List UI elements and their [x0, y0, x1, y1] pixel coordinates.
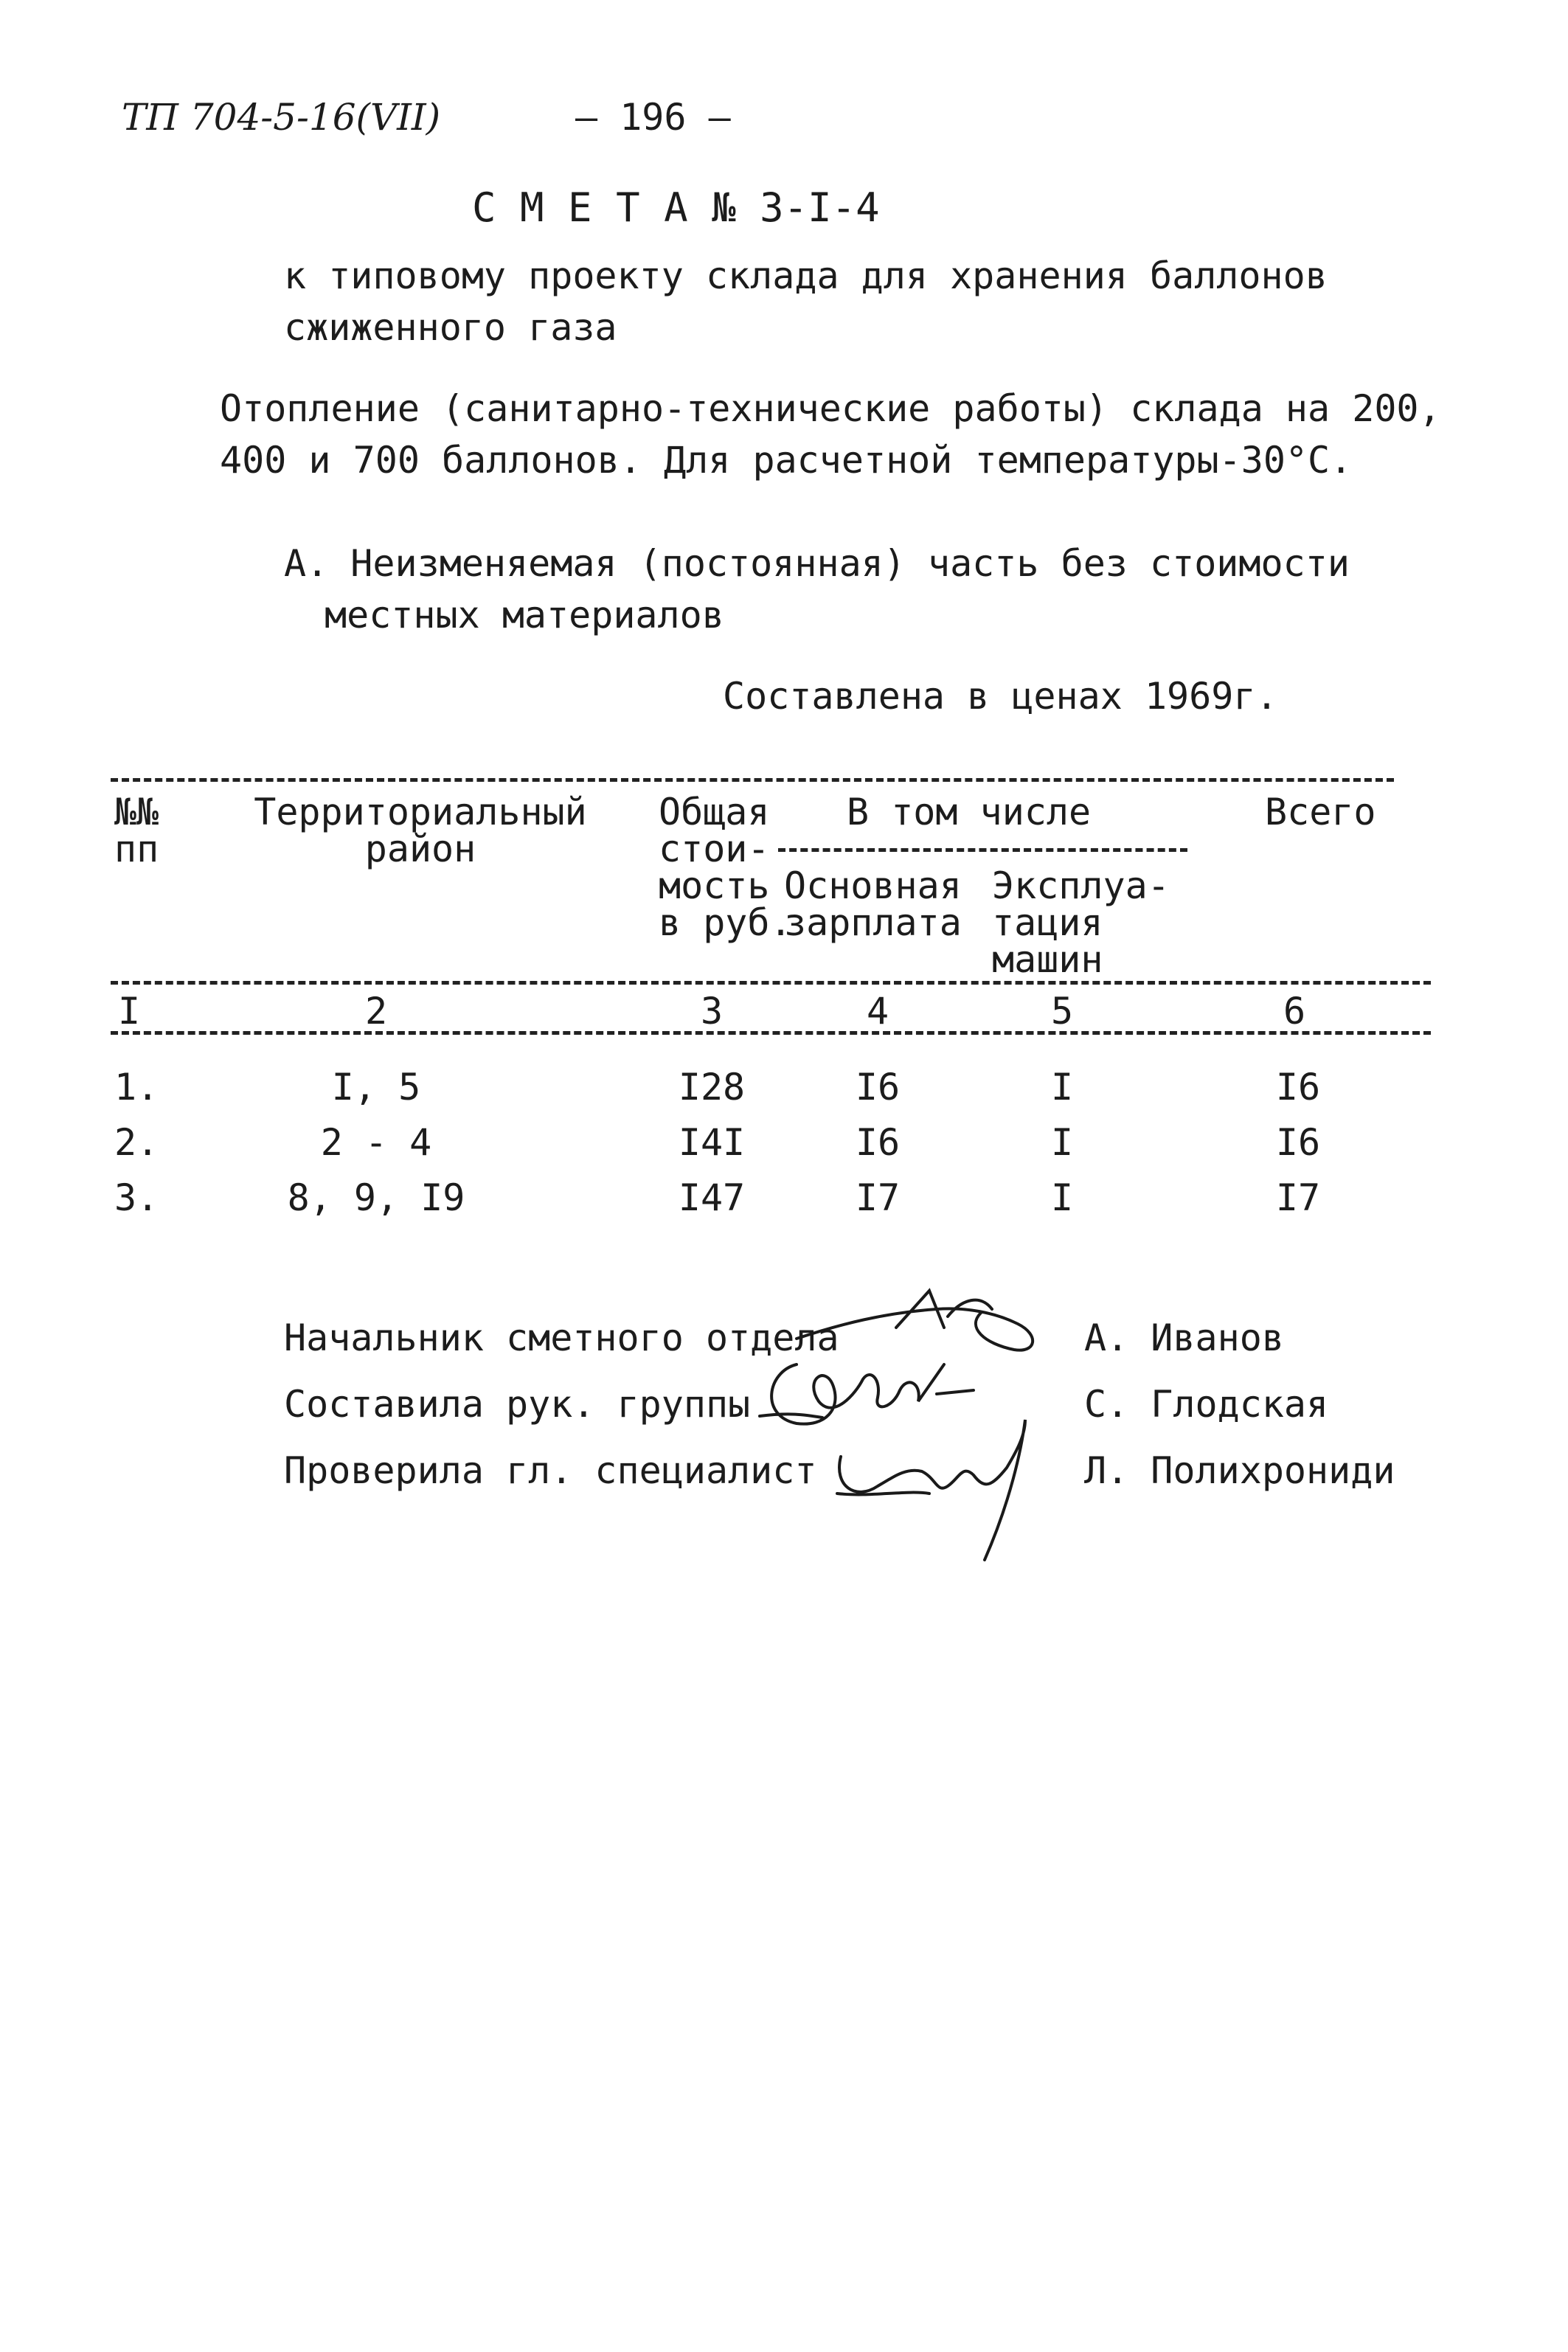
header-including-rule — [778, 848, 1187, 852]
row-machines: I — [1050, 1066, 1074, 1109]
header-machines-3: машин — [992, 938, 1103, 981]
row-machines: I — [1050, 1176, 1074, 1219]
header-total-cost-1: Общая — [659, 791, 770, 833]
signature-role-3: Проверила гл. специалист — [284, 1449, 817, 1492]
row-salary: I7 — [855, 1176, 901, 1219]
row-machines: I — [1050, 1121, 1074, 1164]
header-region-2: район — [364, 828, 476, 870]
signature-polikhronidi-icon — [826, 1405, 1040, 1567]
signature-role-1: Начальник сметного отдела — [284, 1317, 839, 1359]
prices-note: Составлена в ценах 1969г. — [723, 675, 1278, 718]
column-number-4: 4 — [866, 990, 889, 1033]
description-line-1: Отопление (санитарно-технические работы) склада на 200, — [220, 387, 1441, 430]
header-num-1: №№ — [114, 791, 159, 833]
row-region: 2 - 4 — [320, 1121, 432, 1164]
subtitle-line-1: к типовому проекту склада для хранения баллонов — [284, 254, 1328, 297]
table-top-rule — [111, 778, 1394, 782]
header-machines-2: тация — [992, 901, 1103, 944]
signature-name-2: С. Глодская — [1084, 1383, 1329, 1426]
row-region: 8, 9, I9 — [287, 1176, 465, 1219]
column-number-6: 6 — [1283, 990, 1306, 1033]
signature-role-2: Составила рук. группы — [284, 1383, 751, 1426]
header-bottom-rule — [111, 981, 1431, 985]
header-num-2: пп — [114, 828, 159, 870]
row-region: I, 5 — [331, 1066, 421, 1109]
part-line-1: А. Неизменяемая (постоянная) часть без стоимости — [284, 542, 1350, 585]
header-including: В том числе — [847, 791, 1092, 833]
row-total: I6 — [1275, 1066, 1321, 1109]
row-total: I7 — [1275, 1176, 1321, 1219]
row-total: I6 — [1275, 1121, 1321, 1164]
header-total: Всего — [1265, 791, 1376, 833]
signature-name-3: Л. Полихрониди — [1084, 1449, 1395, 1492]
page-number: – 196 – — [575, 96, 731, 139]
column-number-1: I — [117, 990, 141, 1033]
row-salary: I6 — [855, 1066, 901, 1109]
handwritten-project-code: ТП 704-5-16(VII) — [122, 96, 441, 139]
header-total-cost-4: в руб. — [659, 901, 792, 944]
header-salary-2: зарплата — [784, 901, 962, 944]
row-total-cost: I47 — [678, 1176, 746, 1219]
signature-name-1: А. Иванов — [1084, 1317, 1284, 1359]
column-numbers-rule — [111, 1031, 1431, 1035]
part-line-2: местных материалов — [325, 594, 724, 636]
column-number-5: 5 — [1050, 990, 1074, 1033]
description-line-2: 400 и 700 баллонов. Для расчетной температуры-30°С. — [220, 439, 1353, 482]
subtitle-line-2: сжиженного газа — [284, 306, 617, 349]
row-total-cost: I28 — [678, 1066, 746, 1109]
header-total-cost-3: мость — [659, 864, 770, 907]
column-number-2: 2 — [364, 990, 388, 1033]
document-title: С М Е Т А № 3-I-4 — [472, 184, 880, 231]
row-number: 3. — [114, 1176, 159, 1219]
row-total-cost: I4I — [678, 1121, 746, 1164]
row-number: 1. — [114, 1066, 159, 1109]
header-total-cost-2: стои- — [659, 828, 770, 870]
row-number: 2. — [114, 1121, 159, 1164]
header-machines-1: Эксплуа- — [992, 864, 1170, 907]
header-salary-1: Основная — [784, 864, 962, 907]
column-number-3: 3 — [700, 990, 724, 1033]
header-region-1: Территориальный — [254, 791, 587, 833]
row-salary: I6 — [855, 1121, 901, 1164]
